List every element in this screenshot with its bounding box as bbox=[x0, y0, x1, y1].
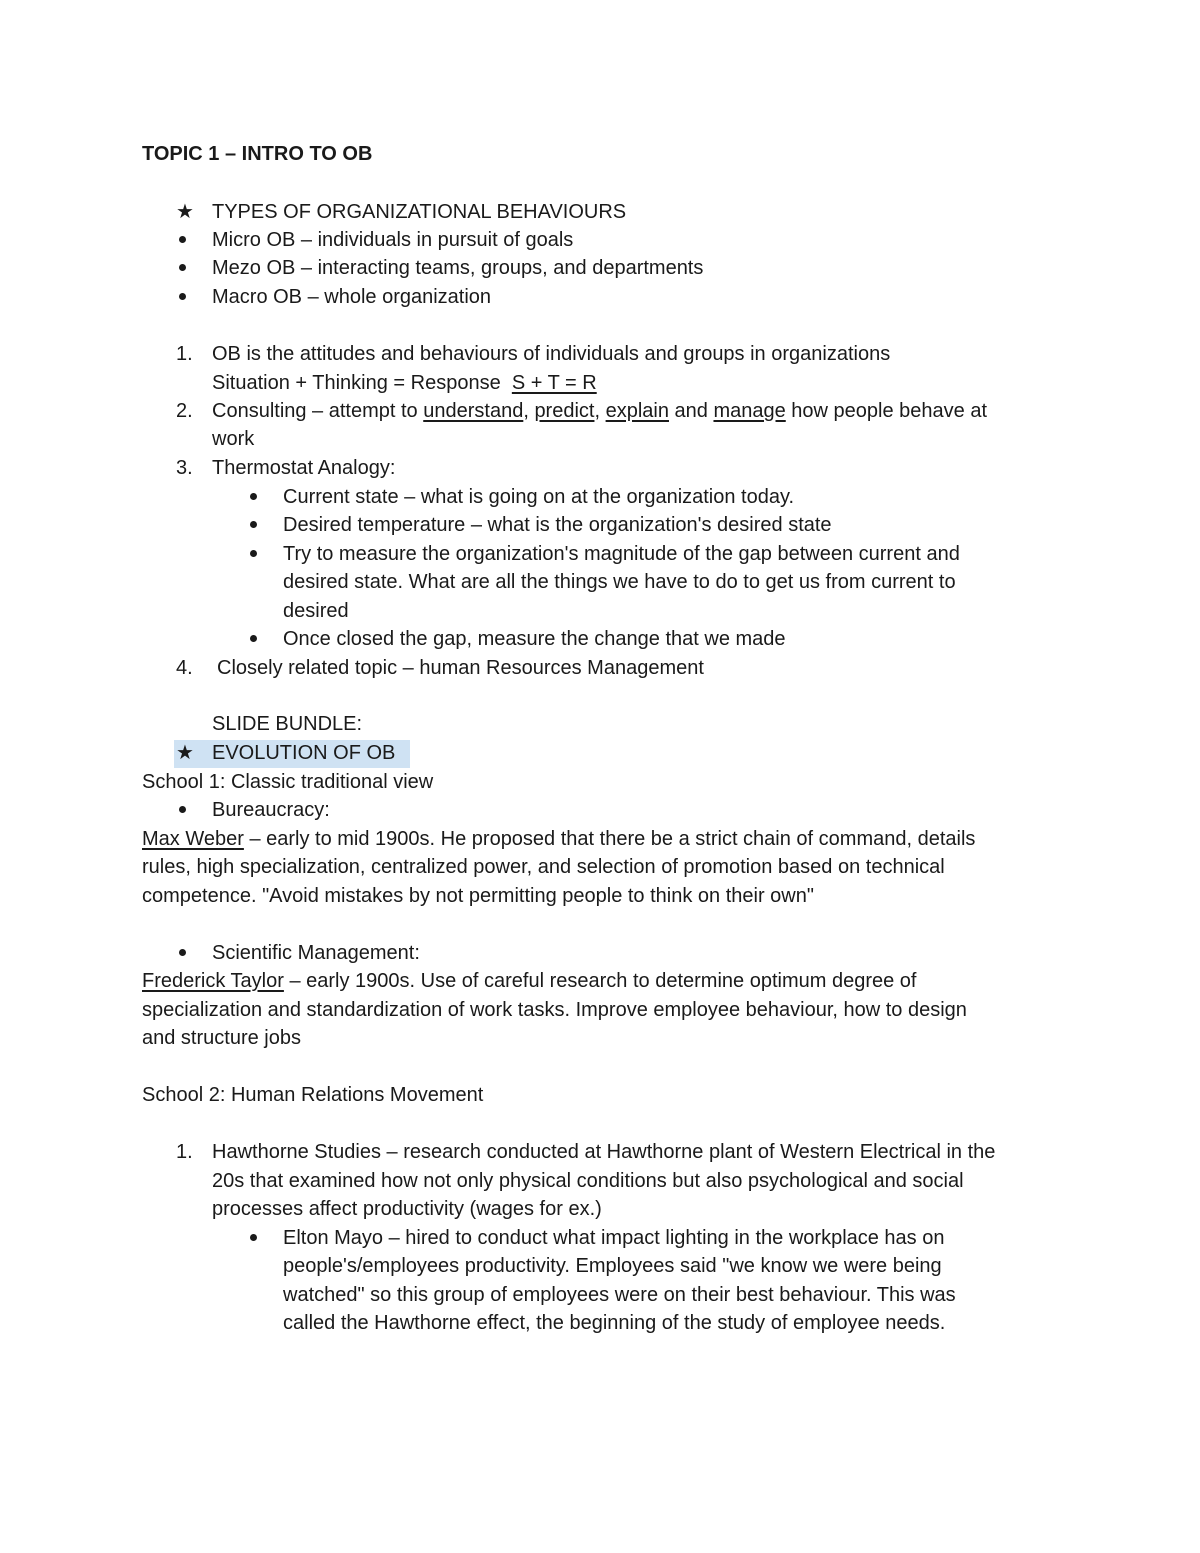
list-item: Macro OB – whole organization bbox=[212, 286, 492, 308]
sub-list-item: Try to measure the organization's magnitude of the gap between current and bbox=[283, 543, 960, 565]
sub-list-item: Once closed the gap, measure the change that we made bbox=[283, 628, 786, 650]
weber-text: – early to mid 1900s. He proposed that there be a strict chain of command, details bbox=[243, 828, 976, 850]
scientific-label: Scientific Management: bbox=[212, 942, 420, 964]
hawthorne-line: Hawthorne Studies – research conducted at Hawthorne plant of Western Electrical in the bbox=[212, 1141, 996, 1163]
bullet-icon bbox=[250, 1234, 257, 1241]
mayo-line: people's/employees productivity. Employees said "we know we were being bbox=[283, 1255, 942, 1277]
taylor-line: specialization and standardization of work tasks. Improve employee behaviour, how to design bbox=[142, 999, 967, 1021]
types-heading: TYPES OF ORGANIZATIONAL BEHAVIOURS bbox=[212, 201, 627, 223]
sub-list-item: Current state – what is going on at the organization today. bbox=[283, 486, 795, 508]
hawthorne-line: processes affect productivity (wages for ex.) bbox=[212, 1198, 602, 1220]
bullet-icon bbox=[179, 806, 186, 813]
formula: S + T = R bbox=[511, 372, 597, 394]
formula-label: Situation + Thinking = Response bbox=[212, 372, 501, 394]
taylor-text: – early 1900s. Use of careful research to determine optimum degree of bbox=[283, 970, 917, 992]
separator: and bbox=[668, 400, 714, 422]
sub-list-item: Desired temperature – what is the organization's desired state bbox=[283, 514, 832, 536]
separator: , bbox=[523, 400, 535, 422]
consulting-continuation: work bbox=[212, 428, 255, 450]
weber-name: Max Weber bbox=[142, 828, 244, 850]
list-item: Mezo OB – interacting teams, groups, and departments bbox=[212, 257, 704, 279]
list-number: 1. bbox=[176, 343, 193, 365]
sub-list-item-cont: desired bbox=[283, 600, 349, 622]
page-title: TOPIC 1 – INTRO TO OB bbox=[142, 143, 373, 165]
bullet-icon bbox=[179, 293, 186, 300]
numbered-item-text: Closely related topic – human Resources Management bbox=[217, 657, 704, 679]
list-number: 4. bbox=[176, 657, 193, 679]
sub-list-item-cont: desired state. What are all the things we have to do to get us from current to bbox=[283, 571, 956, 593]
bureaucracy-label: Bureaucracy: bbox=[212, 799, 330, 821]
bullet-icon bbox=[250, 635, 257, 642]
numbered-item-text: OB is the attitudes and behaviours of individuals and groups in organizations bbox=[212, 343, 891, 365]
consulting-suffix: how people behave at bbox=[785, 400, 988, 422]
keyword-predict: predict bbox=[534, 400, 595, 422]
keyword-manage: manage bbox=[713, 400, 786, 422]
bullet-icon bbox=[179, 949, 186, 956]
weber-line: competence. "Avoid mistakes by not permitting people to think on their own" bbox=[142, 885, 814, 907]
hawthorne-line: 20s that examined how not only physical conditions but also psychological and social bbox=[212, 1170, 964, 1192]
slide-bundle-label: SLIDE BUNDLE: bbox=[212, 713, 363, 735]
list-number: 1. bbox=[176, 1141, 193, 1163]
weber-line: rules, high specialization, centralized power, and selection of promotion based on technical bbox=[142, 856, 945, 878]
keyword-understand: understand bbox=[423, 400, 524, 422]
star-icon: ★ bbox=[176, 742, 194, 764]
formula-line bbox=[212, 369, 597, 397]
separator: , bbox=[594, 400, 606, 422]
taylor-line: and structure jobs bbox=[142, 1027, 301, 1049]
taylor-name: Frederick Taylor bbox=[142, 970, 284, 992]
star-icon: ★ bbox=[176, 201, 194, 223]
weber-line bbox=[142, 825, 975, 853]
mayo-line: watched" so this group of employees were on their best behaviour. This was bbox=[283, 1284, 956, 1306]
mayo-line: Elton Mayo – hired to conduct what impact lighting in the workplace has on bbox=[283, 1227, 945, 1249]
bullet-icon bbox=[250, 521, 257, 528]
bullet-icon bbox=[250, 493, 257, 500]
school1-heading: School 1: Classic traditional view bbox=[142, 771, 434, 793]
consulting-line bbox=[212, 397, 987, 425]
numbered-item-text: Thermostat Analogy: bbox=[212, 457, 396, 479]
mayo-line: called the Hawthorne effect, the beginning of the study of employee needs. bbox=[283, 1312, 946, 1334]
evolution-heading: EVOLUTION OF OB bbox=[212, 742, 396, 764]
school2-heading: School 2: Human Relations Movement bbox=[142, 1084, 484, 1106]
consulting-prefix: Consulting – attempt to bbox=[212, 400, 424, 422]
list-number: 2. bbox=[176, 400, 193, 422]
bullet-icon bbox=[179, 236, 186, 243]
bullet-icon bbox=[250, 550, 257, 557]
list-item: Micro OB – individuals in pursuit of goals bbox=[212, 229, 574, 251]
list-number: 3. bbox=[176, 457, 193, 479]
bullet-icon bbox=[179, 264, 186, 271]
taylor-line bbox=[142, 967, 916, 995]
keyword-explain: explain bbox=[605, 400, 669, 422]
